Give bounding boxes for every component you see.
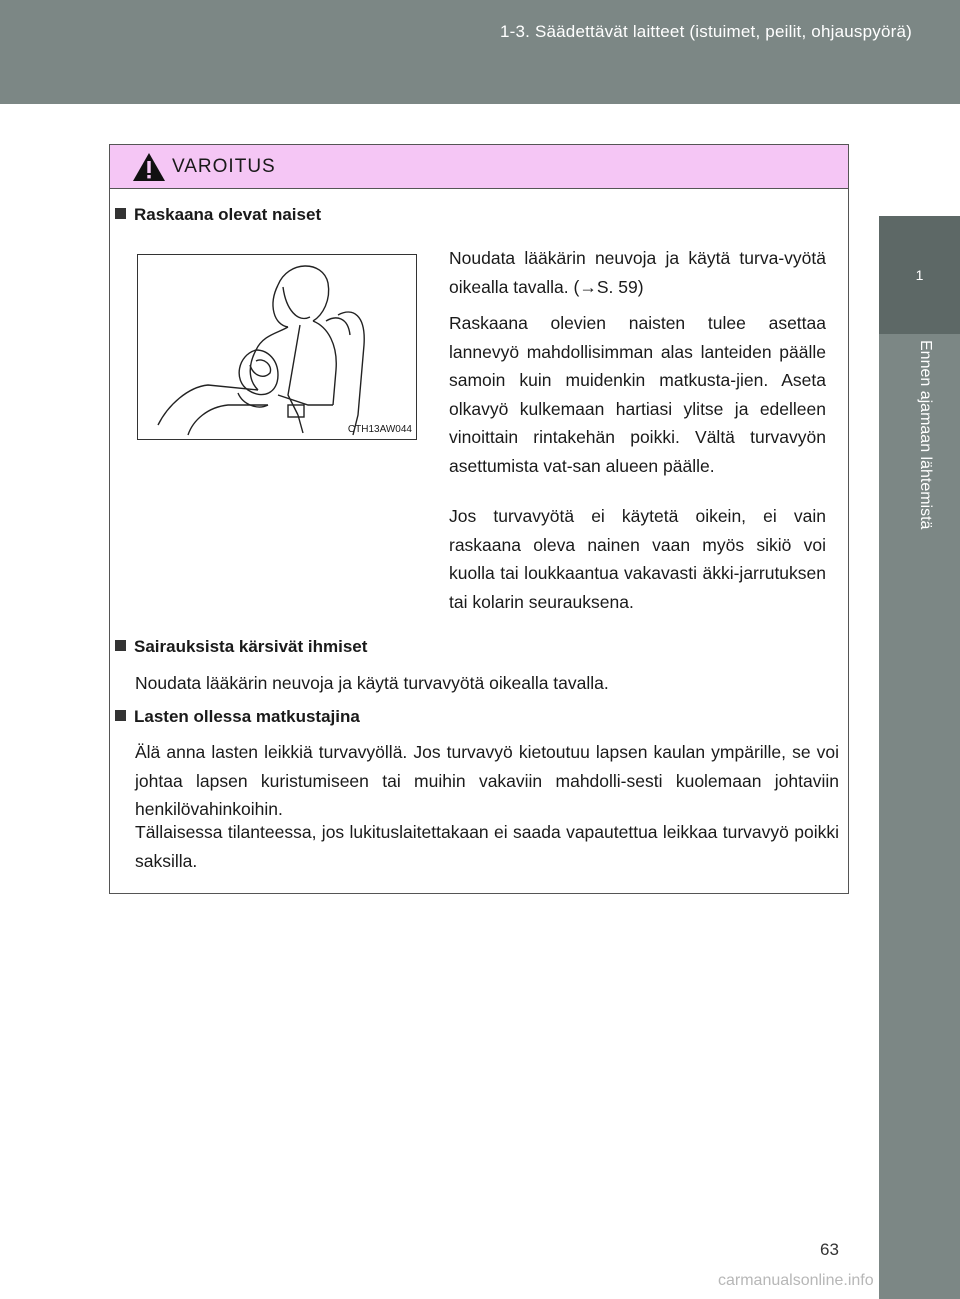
section-heading: Raskaana olevat naiset <box>115 205 321 225</box>
section-title: 1-3. Säädettävät laitteet (istuimet, peilit, ohjauspyörä) <box>499 22 912 41</box>
watermark: carmanualsonline.info <box>718 1272 874 1289</box>
warning-triangle-icon <box>132 152 166 182</box>
paragraph: Raskaana olevien naisten tulee asettaa lannevyö mahdollisimman alas lanteiden päälle samoin kuin muidenkin matkusta-jien. Aseta olkavyö kulkemaan hartiasi ylitse ja edelleen vinoittain rintakehän poikki. Vältä turvavyön asettumista vat-san alueen päälle. <box>449 313 826 476</box>
paragraph: Älä anna lasten leikkiä turvavyöllä. Jos turvavyö kietoutuu lapsen kaulan ympärille, se voi johtaa lapsen kuristumiseen tai muihin vakaviin mahdolli-sesti kuolemaan johtaviin henkilövahinkoihin. <box>135 742 839 819</box>
paragraph: Noudata lääkärin neuvoja ja käytä turva-vyötä oikealla tavalla. (→S. 59) <box>449 248 826 297</box>
bullet-square-icon <box>115 640 126 651</box>
warning-title: VAROITUS <box>172 156 276 177</box>
header-bar <box>0 0 960 104</box>
paragraph: Tällaisessa tilanteessa, jos lukituslaitettakaan ei saada vapautettua leikkaa turvavyö poikki saksilla. <box>135 822 839 871</box>
illustration-drawing <box>138 255 415 438</box>
bullet-square-icon <box>115 208 126 219</box>
warning-header <box>110 145 848 189</box>
section-heading: Lasten ollessa matkustajina <box>115 707 360 727</box>
chapter-title: Ennen ajamaan lähtemistä <box>917 340 934 530</box>
paragraph: Noudata lääkärin neuvoja ja käytä turvavyötä oikealla tavalla. <box>135 673 609 693</box>
figure-code: CTH13AW044 <box>347 424 412 435</box>
bullet-square-icon <box>115 710 126 721</box>
paragraph: Jos turvavyötä ei käytetä oikein, ei vain raskaana oleva nainen vaan myös sikiö voi kuolla tai loukkaantua vakavasti äkki-jarrutuksen tai kolarin seurauksena. <box>449 506 826 612</box>
pregnant-woman-seatbelt-illustration <box>137 254 417 440</box>
section-heading: Sairauksista kärsivät ihmiset <box>115 637 367 657</box>
side-spacer <box>879 104 960 216</box>
chapter-number: 1 <box>879 216 960 334</box>
page-number: 63 <box>820 1240 839 1259</box>
